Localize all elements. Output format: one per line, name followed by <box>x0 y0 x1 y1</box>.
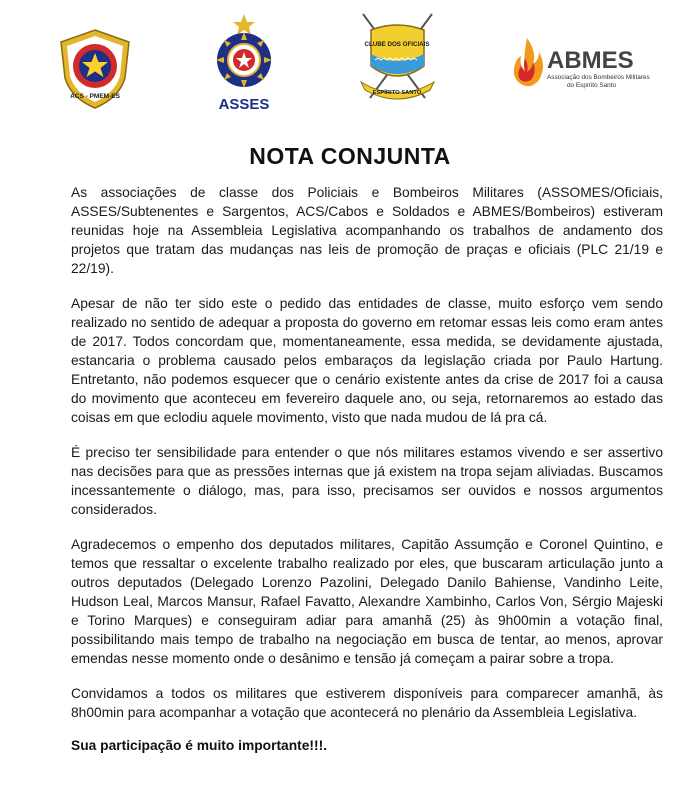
paragraph-5: Convidamos a todos os militares que estiverem disponíveis para comparecer amanhã, às 8h00min para acompanhar a votação que acontecerá no plenário da Assembleia Legislativa. <box>71 686 663 720</box>
document-body <box>71 183 663 753</box>
abmes-logo <box>505 32 655 94</box>
abmes-logo-line1: Associação dos Bombeiros Militares <box>547 74 650 81</box>
closing-statement: Sua participação é muito importante!!!. <box>71 738 328 753</box>
paragraph-3: É preciso ter sensibilidade para entender o que nós militares estamos vivendo e ser assertivo nas decisões para que as pressões internas que já existem na tropa sejam aliviadas. Buscamos incessantemente o diálogo, mas, para isso, precisamos ser ouvidos e nossos argumentos considerados. <box>71 445 663 517</box>
abmes-logo-name: ABMES <box>547 47 634 74</box>
clube-oficiais-logo <box>355 10 440 108</box>
paragraph-1: As associações de classe dos Policiais e Bombeiros Militares (ASSOMES/Oficiais, ASSES/Subtenentes e Sargentos, ACS/Cabos e Soldados e ABMES/Bombeiros) estiveram reunidas hoje na Assembleia Legislativa acompanhando os trabalhos de andamento dos projetos que tratam das mudanças nas leis de promoção de praças e oficiais (PLC 21/19 e 22/19). <box>71 185 663 276</box>
paragraph-4: Agradecemos o empenho dos deputados militares, Capitão Assumção e Coronel Quintino, e temos que ressaltar o excelente trabalho realizado por eles, que buscaram articulação junto a outros deputados (Delegado Lorenzo Pazolini, Delegado Danilo Bahiense, Vandinho Leite, Hudson Leal, Marcos Mansur, Rafael Favatto, Alexandre Xambinho, Carlos Von, Sérgio Majeski e Torino Marques) e conseguiram adiar para amanhã (25) às 9h00min a votação final, possibilitando mais tempo de trabalho na negociação em busca de tentar, ao menos, aprovar emendas nesse momento onde o desânimo e tensão já começam a pairar sobre a tropa. <box>71 537 663 666</box>
clube-logo-bottom-label: ESPÍRITO SANTO <box>372 90 422 96</box>
asses-logo-label: ASSES <box>218 96 270 112</box>
abmes-logo-line2: do Espírito Santo <box>567 82 617 89</box>
paragraph-2: Apesar de não ter sido este o pedido das entidades de classe, muito esforço vem sendo realizado no sentido de adequar a proposta do governo em retomar essas leis como eram antes de 2017. Todos concordam que, momentaneamente, essa medida, se devidamente ajustada, estancaria o problema causado pelos embaraços da legislação criada por Paulo Hartung. Entretanto, não podemos esquecer que o cenário existente antes da crise de 2017 foi a causa do movimento que aconteceu em fevereiro daquele ano, ou seja, retornaremos ao estado das coisas em que eclodiu aquele movimento, visto que nada mudou de lá pra cá. <box>71 296 663 425</box>
acs-badge-logo <box>55 28 135 110</box>
acs-logo-label: ACS - PMEM-ES <box>70 93 120 100</box>
document-title: NOTA CONJUNTA <box>249 143 451 169</box>
clube-logo-top-label: CLUBE DOS OFICIAIS <box>364 41 430 48</box>
logo-header <box>0 0 700 125</box>
asses-emblem-logo <box>205 12 283 112</box>
